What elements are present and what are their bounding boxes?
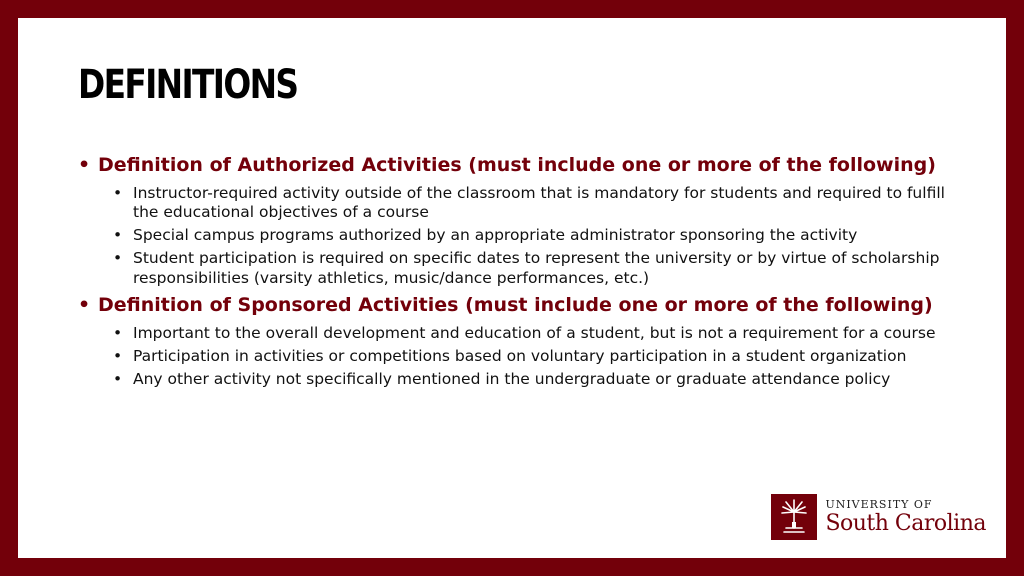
list-item (113, 347, 968, 366)
list-item-text: Special campus programs authorized by an appropriate administrator sponsoring the activity (133, 226, 858, 245)
bullet-icon: • (113, 346, 123, 365)
bullet-icon: • (113, 226, 123, 245)
palmetto-tree-icon (771, 494, 817, 540)
list-item-text: Student participation is required on specific dates to represent the university or by virtue of scholarship responsibilities (varsity athletics, music/dance performances, etc.) (133, 249, 940, 287)
list-item-text: Participation in activities or competitions based on voluntary participation in a student organization (133, 346, 907, 365)
list-item-text: Any other activity not specifically mentioned in the undergraduate or graduate attendance policy (133, 370, 891, 389)
logo-line-south-carolina: South Carolina (825, 511, 986, 536)
section-heading (78, 154, 968, 178)
list-item-text: Instructor-required activity outside of the classroom that is mandatory for students and required to fulfill the educational objectives of a course (133, 183, 945, 221)
slide-canvas (18, 18, 1006, 558)
bullet-icon: • (113, 183, 123, 202)
bullet-icon: • (113, 249, 123, 268)
university-logo (771, 494, 986, 540)
bullet-icon: • (78, 293, 91, 316)
list-item (113, 184, 968, 222)
list-item (113, 324, 968, 343)
list-item (113, 226, 968, 245)
list-item-text: Important to the overall development and education of a student, but is not a requirement for a course (133, 323, 936, 342)
section-sponsored-activities (78, 294, 968, 389)
logo-wordmark (825, 499, 986, 535)
section-heading-text: Definition of Authorized Activities (must include one or more of the following) (98, 154, 936, 176)
list-item (113, 370, 968, 389)
list-item (113, 249, 968, 287)
slide-title: DEFINITIONS (78, 62, 298, 108)
section-heading (78, 294, 968, 318)
logo-line-university: UNIVERSITY OF (825, 498, 933, 511)
section-heading-text: Definition of Sponsored Activities (must include one or more of the following) (98, 293, 933, 316)
bullet-icon: • (113, 370, 123, 389)
section-authorized-activities (78, 154, 968, 288)
bullet-icon: • (78, 154, 91, 176)
slide-content (78, 154, 968, 395)
bullet-list (113, 184, 968, 288)
bullet-list (113, 324, 968, 390)
bullet-icon: • (113, 323, 123, 342)
